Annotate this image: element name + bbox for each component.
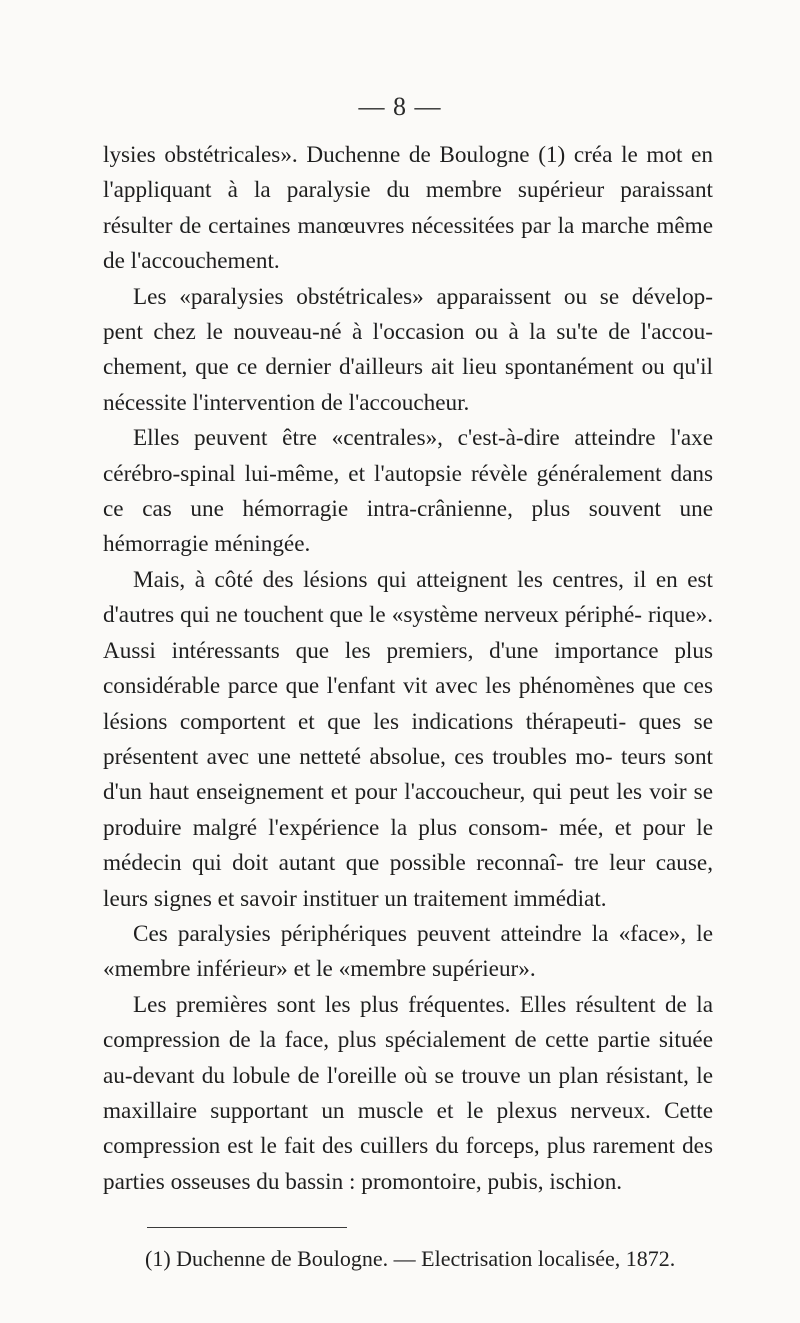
- footnote: (1) Duchenne de Boulogne. — Electrisation localisée, 1872.: [145, 1246, 676, 1271]
- paragraph-3: Elles peuvent être «centrales», c'est-à-dire atteindre l'axe cérébro-spinal lui-même, et l'autopsie révèle généralement dans ce cas une hémorragie intra-crânienne, plus souvent une hémorragie méningée.: [103, 425, 713, 558]
- page-number: — 8 —: [358, 92, 442, 121]
- paragraph-2: Les «paralysies obstétricales» apparaissent ou se dévelop- pent chez le nouveau-né à l'occasion ou à la su'te de l'accou- chement, que ce dernier d'ailleurs ait lieu spontanément ou qu'il nécessite l'intervention de l'accoucheur.: [103, 283, 713, 416]
- paragraph-4: Mais, à côté des lésions qui atteignent les centres, il en est d'autres qui ne touchent que le «système nerveux périphé- rique». Aussi intéressants que les premiers, d'une importance plus considérable parce que l'enfant vit avec les phénomènes que ces lésions comportent et que les indications thérapeuti- ques se présentent avec une netteté absolue, ces troubles mo- teurs sont d'un haut enseignement et pour l'accoucheur, qui peut les voir se produire malgré l'expérience la plus consom- mée, et pour le médecin qui doit autant que possible reconnaî- tre leur cause, leurs signes et savoir instituer un traitement immédiat.: [103, 566, 713, 912]
- paragraph-6: Les premières sont les plus fréquentes. Elles résultent de la compression de la face, plus spécialement de cette partie située au-devant du lobule de l'oreille où se trouve un plan résistant, le maxillaire supportant un muscle et le plexus nerveux. Cette compression est le fait des cuillers du forceps, plus rarement des parties osseuses du bassin : promontoire, pubis, ischion.: [103, 991, 713, 1195]
- footnote-divider: [147, 1227, 347, 1228]
- paragraph-1: lysies obstétricales». Duchenne de Boulogne (1) créa le mot en l'appliquant à la paralysie du membre supérieur paraissant résulter de certaines manœuvres nécessitées par la marche même de l'accouchement.: [103, 142, 713, 275]
- paragraph-5: Ces paralysies périphériques peuvent atteindre la «face», le «membre inférieur» et le «membre supérieur».: [103, 920, 713, 983]
- body-text: [103, 138, 713, 1200]
